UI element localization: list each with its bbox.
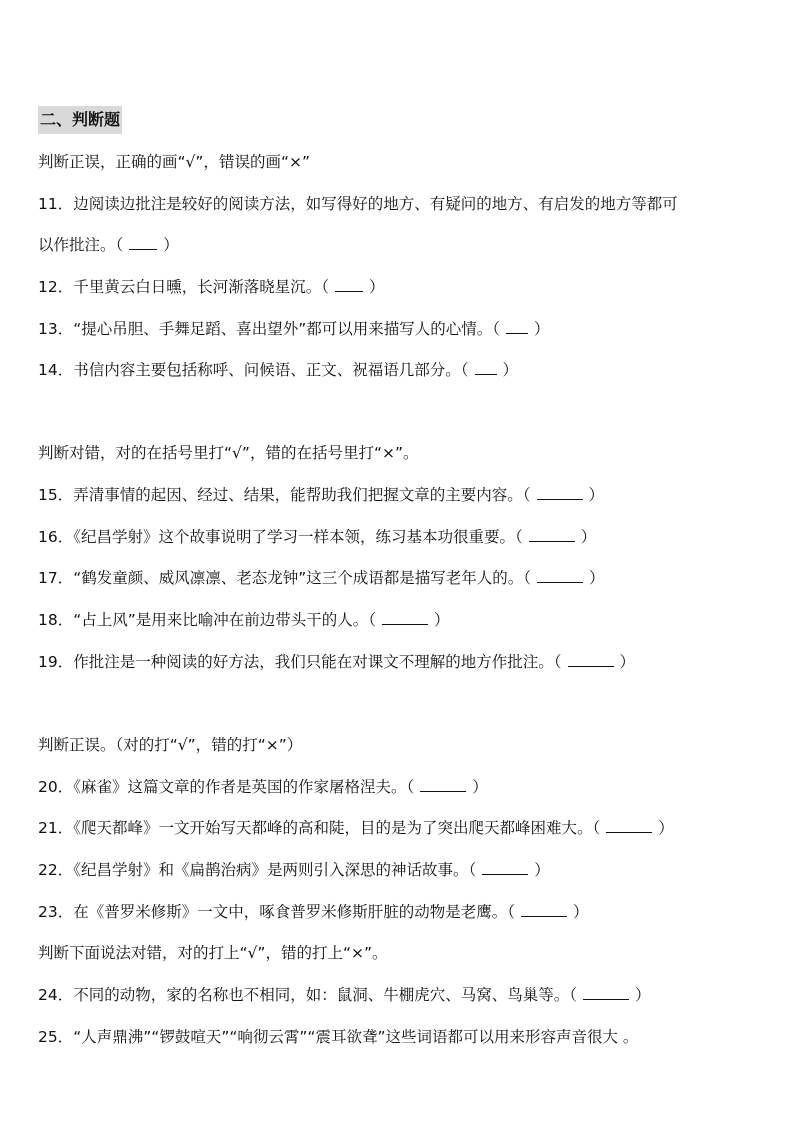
question-number: 22 [38, 861, 58, 879]
question-text: ．在《普罗米修斯》一文中，啄食普罗米修斯肝脏的动物是老鹰。（ [57, 903, 515, 921]
close-paren: ） [588, 486, 605, 504]
question-text: ．书信内容主要包括称呼、问候语、正文、祝福语几部分。（ [57, 361, 469, 379]
answer-blank-15[interactable] [537, 485, 583, 500]
close-paren: ） [502, 361, 519, 379]
close-paren: ） [589, 569, 605, 587]
question-text: ．《爬天都峰》一文开始写天都峰的高和陡，目的是为了突出爬天都峰困难大。（ [57, 819, 601, 837]
question-number: 14 [38, 361, 58, 379]
instruction-1: 判断正误，正确的画“√”，错误的画“×” [38, 153, 310, 171]
close-paren: ） [369, 278, 385, 296]
instruction-3: 判断正误。（对的打“√”，错的打“×”） [38, 736, 303, 754]
question-14 [38, 359, 518, 381]
answer-blank-20[interactable] [420, 777, 466, 792]
answer-blank-12[interactable] [335, 277, 363, 292]
question-22 [38, 859, 550, 881]
question-number: 16 [38, 528, 58, 546]
question-text: ．“占上风”是用来比喻冲在前边带头干的人。（ [57, 611, 377, 629]
answer-blank-18[interactable] [382, 610, 428, 625]
question-text: ．作批注是一种阅读的好方法，我们只能在对课文不理解的地方作批注。（ [57, 653, 562, 671]
question-number: 23 [38, 903, 58, 921]
answer-blank-16[interactable] [529, 527, 575, 542]
close-paren: ） [534, 861, 550, 879]
question-number: 15 [38, 486, 58, 504]
question-number: 12 [38, 278, 58, 296]
question-11-continued [38, 234, 179, 256]
question-number: 18 [38, 611, 58, 629]
section-title: 二、判断题 [38, 106, 122, 134]
question-text: ．《麻雀》这篇文章的作者是英国的作家屠格涅夫。（ [57, 778, 415, 796]
close-paren: ） [619, 653, 636, 671]
answer-blank-11[interactable] [129, 235, 157, 250]
question-12 [38, 276, 385, 298]
question-11 [38, 193, 678, 215]
question-number: 20 [38, 778, 58, 796]
close-paren: ） [635, 986, 651, 1004]
close-paren: ） [163, 236, 179, 254]
answer-blank-21[interactable] [606, 818, 652, 833]
answer-blank-23[interactable] [521, 902, 567, 917]
answer-blank-14[interactable] [475, 360, 497, 375]
question-number: 21 [38, 819, 58, 837]
question-24 [38, 984, 651, 1006]
question-number: 25 [38, 1028, 58, 1046]
instruction-2: 判断对错，对的在括号里打“√”，错的在括号里打“×”。 [38, 444, 419, 462]
question-23 [38, 901, 589, 923]
question-15 [38, 484, 604, 506]
question-20 [38, 776, 488, 798]
question-number: 19 [38, 653, 58, 671]
question-text: ．不同的动物，家的名称也不相同，如：鼠洞、牛棚虎穴、马窝、鸟巢等。（ [57, 986, 577, 1004]
question-text: ．边阅读边批注是较好的阅读方法，如写得好的地方、有疑问的地方、有启发的地方等都可 [57, 195, 678, 213]
close-paren: ） [580, 528, 597, 546]
question-text: 以作批注。（ [38, 236, 124, 254]
question-number: 17 [38, 569, 58, 587]
question-text: ．千里黄云白日曛，长河渐落晓星沉。（ [57, 278, 329, 296]
instruction-4: 判断下面说法对错，对的打上“√”，错的打上“×”。 [38, 944, 388, 962]
question-17 [38, 567, 605, 589]
question-text: ．《纪昌学射》这个故事说明了学习一样本领，练习基本功很重要。（ [57, 528, 523, 546]
question-19 [38, 651, 635, 673]
close-paren: ） [434, 611, 450, 629]
question-number: 13 [38, 320, 58, 338]
close-paren: ） [534, 320, 550, 338]
answer-blank-22[interactable] [482, 860, 528, 875]
close-paren: ） [658, 819, 674, 837]
question-text: ．“提心吊胆、手舞足蹈、喜出望外”都可以用来描写人的心情。（ [57, 320, 501, 338]
question-21 [38, 817, 674, 839]
close-paren: ） [573, 903, 589, 921]
answer-blank-17[interactable] [537, 568, 583, 583]
question-text: ．“鹤发童颜、威风凛凛、老态龙钟”这三个成语都是描写老年人的。（ [57, 569, 532, 587]
question-18 [38, 609, 450, 631]
answer-blank-24[interactable] [583, 985, 629, 1000]
question-13 [38, 318, 550, 340]
question-25 [38, 1026, 638, 1048]
answer-blank-13[interactable] [506, 319, 528, 334]
question-number: 11 [38, 195, 58, 213]
question-number: 24 [38, 986, 58, 1004]
question-text: ．弄清事情的起因、经过、结果，能帮助我们把握文章的主要内容。（ [57, 486, 531, 504]
question-16 [38, 526, 596, 548]
answer-blank-19[interactable] [568, 652, 614, 667]
close-paren: ） [472, 778, 488, 796]
question-text: ．“人声鼎沸”“锣鼓喧天”“响彻云霄”“震耳欲聋”这些词语都可以用来形容声音很大 。 [57, 1028, 639, 1046]
question-text: ．《纪昌学射》和《扁鹊治病》是两则引入深思的神话故事。（ [57, 861, 477, 879]
